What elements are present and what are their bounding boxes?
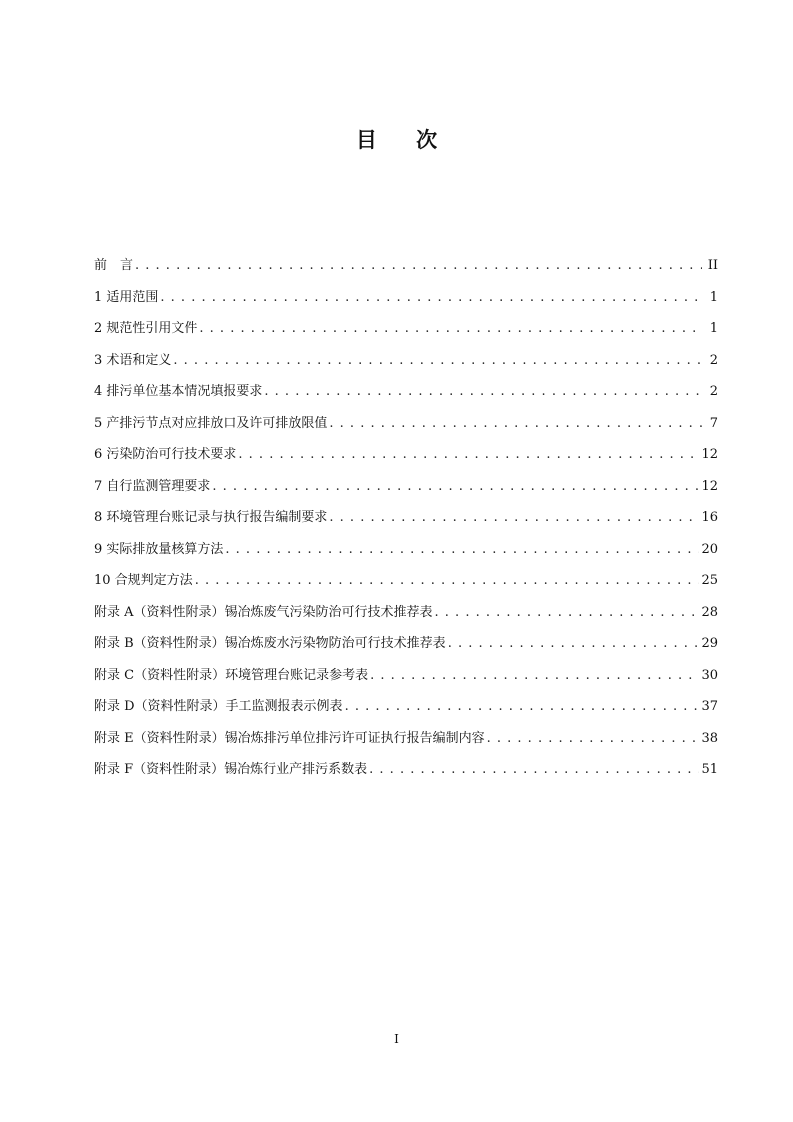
- toc-entry-page: 38: [701, 730, 718, 746]
- dot-leader: [264, 382, 702, 402]
- toc-entry-label: 2 规范性引用文件: [94, 321, 198, 336]
- toc-entry-label: 附录 D（资料性附录）手工监测报表示例表: [94, 699, 343, 714]
- toc-entry-page: 7: [709, 415, 718, 431]
- toc-entry-page: 12: [701, 478, 718, 494]
- toc-entry-page: 16: [701, 510, 718, 525]
- dot-leader: [195, 571, 700, 591]
- toc-entry-label: 5 产排污节点对应排放口及许可排放限值: [94, 415, 328, 431]
- toc-entry-appendix-e[interactable]: [94, 729, 718, 761]
- dot-leader: [160, 288, 702, 308]
- toc-entry-page: 2: [709, 384, 718, 399]
- toc-entry-appendix-d[interactable]: [94, 697, 718, 729]
- toc-entry-label: 1 适用范围: [94, 289, 159, 305]
- toc-entry-10[interactable]: [94, 571, 718, 603]
- dot-leader: [225, 540, 699, 560]
- toc-entry-page: 37: [701, 699, 718, 714]
- toc-entry-label: 4 排污单位基本情况填报要求: [94, 384, 263, 399]
- toc-entry-label: 附录 F（资料性附录）锡冶炼行业产排污系数表: [94, 762, 368, 777]
- toc-entry-9[interactable]: [94, 540, 718, 572]
- toc-entry-7[interactable]: [94, 477, 718, 509]
- toc-entry-page: 28: [701, 604, 718, 620]
- toc-entry-page: 1: [709, 289, 718, 305]
- toc-entry-page: 2: [709, 352, 718, 368]
- dot-leader: [370, 666, 699, 686]
- dot-leader: [435, 603, 700, 623]
- toc-entry-appendix-b[interactable]: [94, 634, 718, 666]
- dot-leader: [369, 760, 699, 780]
- toc-entry-appendix-f[interactable]: [94, 760, 718, 792]
- toc-entry-label: 前 言: [94, 258, 134, 273]
- dot-leader: [448, 634, 700, 654]
- toc-entry-appendix-a[interactable]: [94, 603, 718, 635]
- toc-entry-page: 29: [701, 636, 718, 651]
- dot-leader: [329, 508, 699, 528]
- toc-entry-1[interactable]: [94, 288, 718, 320]
- toc-entry-page: 51: [701, 762, 718, 777]
- dot-leader: [329, 414, 702, 434]
- dot-leader: [173, 351, 702, 371]
- toc-entry-label: 附录 C（资料性附录）环境管理台账记录参考表: [94, 667, 369, 683]
- toc-entry-label: 附录 A（资料性附录）锡冶炼废气污染防治可行技术推荐表: [94, 604, 433, 620]
- toc-entry-foreword[interactable]: [94, 256, 718, 288]
- dot-leader: [212, 477, 699, 497]
- page-title: 目 次: [355, 128, 454, 152]
- toc-entry-2[interactable]: [94, 319, 718, 351]
- toc-entry-page: 30: [701, 667, 718, 683]
- toc-entry-label: 3 术语和定义: [94, 352, 172, 368]
- dot-leader: [487, 729, 700, 749]
- toc-entry-5[interactable]: [94, 414, 718, 446]
- toc-entry-6[interactable]: [94, 445, 718, 477]
- toc-entry-label: 9 实际排放量核算方法: [94, 541, 224, 557]
- toc-entry-page: 12: [701, 447, 718, 462]
- toc-entry-page: II: [707, 258, 718, 273]
- toc-entry-3[interactable]: [94, 351, 718, 383]
- toc-entry-label: 附录 B（资料性附录）锡冶炼废水污染物防治可行技术推荐表: [94, 636, 446, 651]
- toc-entry-label: 10 合规判定方法: [94, 573, 193, 588]
- toc-entry-4[interactable]: [94, 382, 718, 414]
- dot-leader: [135, 256, 702, 276]
- toc-entry-label: 附录 E（资料性附录）锡冶炼排污单位排污许可证执行报告编制内容: [94, 730, 485, 746]
- toc-entry-page: 20: [701, 541, 718, 557]
- toc-entry-label: 6 污染防治可行技术要求: [94, 447, 237, 462]
- toc-entry-8[interactable]: [94, 508, 718, 540]
- dot-leader: [345, 697, 700, 717]
- table-of-contents: [94, 256, 718, 792]
- page-number: I: [394, 1032, 399, 1046]
- dot-leader: [238, 445, 699, 465]
- toc-entry-label: 8 环境管理台账记录与执行报告编制要求: [94, 510, 328, 525]
- toc-entry-appendix-c[interactable]: [94, 666, 718, 698]
- toc-entry-page: 1: [709, 321, 718, 336]
- dot-leader: [199, 319, 702, 339]
- toc-entry-label: 7 自行监测管理要求: [94, 478, 211, 494]
- toc-entry-page: 25: [701, 573, 718, 588]
